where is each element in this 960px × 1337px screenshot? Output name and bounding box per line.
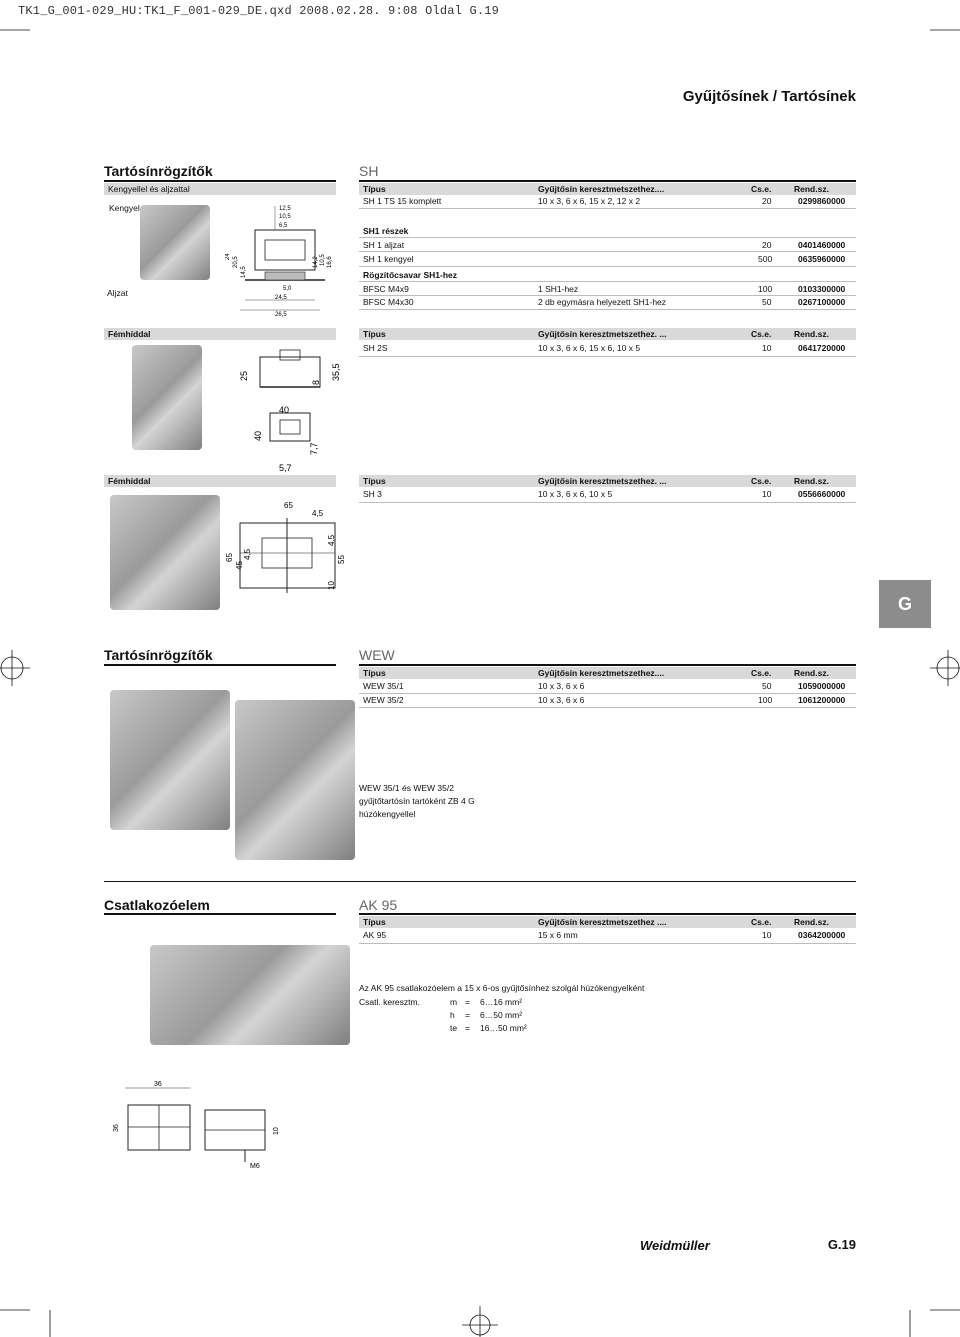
sh3-type: SH 3 [363,489,382,499]
row-divider [359,281,856,282]
sh2s-dim-40-top: 40 [279,405,290,415]
wew352-order: 1061200000 [798,695,846,705]
sh1-dim-14-2: 14,2 [313,256,319,268]
wew-note-line1: WEW 35/1 és WEW 35/2 [359,783,454,793]
section1-left-title: Tartósínrögzítők [104,163,213,179]
spec-row-m [450,996,570,1009]
spec-val-m: 6…16 mm² [480,997,523,1007]
spec-row-h [450,1009,570,1022]
row-divider [359,693,856,694]
label-aljzat: Aljzat [107,288,128,298]
section1-right-rule [359,180,856,182]
sh1-dim-12-5: 12,5 [279,206,291,212]
wew-product-photo-1 [110,690,230,830]
bfsc-m4x9-qty: 100 [758,284,773,294]
chapter-tab-g: G [879,580,931,628]
sh3-dim-45: 45 [235,561,244,570]
sh1-row1-size: 10 x 3, 6 x 6, 15 x 2, 12 x 2 [538,196,641,206]
sh3-dim-55: 55 [337,555,346,564]
wew351-order: 1059000000 [798,681,846,691]
sh1-product-photo [140,205,210,280]
sh2s-dim-40-left: 40 [253,430,263,441]
col-order: Rend.sz. [794,917,829,927]
section3-header-bar [359,475,856,487]
section3-left-bar: Fémhíddal [104,475,336,487]
ak95-dimension-drawing [110,1080,290,1170]
ak95-dim-36-left: 36 [113,1124,120,1132]
sh2s-type: SH 2S [363,343,388,353]
section5-left-rule [104,913,336,915]
sh1-dim-6-5: 6,5 [279,223,288,229]
wew352-type: WEW 35/2 [363,695,404,705]
sh3-size: 10 x 3, 6 x 6, 10 x 5 [538,489,613,499]
bfsc-m4x30-order: 0267100000 [798,297,846,307]
sh3-product-photo [110,495,220,610]
spec-val-h: 6…50 mm² [480,1010,523,1020]
page-title: Gyűjtősínek / Tartósínek [682,88,856,105]
wew-product-photo-2 [235,700,355,860]
sh1-row1-type: SH 1 TS 15 komplett [363,196,442,206]
sh1-aljzat-order: 0401460000 [798,240,846,250]
sh1-row1-order: 0299860000 [798,196,846,206]
col-order: Rend.sz. [794,184,829,194]
ak95-specs [450,996,570,1035]
col-qty: Cs.e. [751,329,772,339]
section1-left-rule [104,180,336,182]
section4-left-rule [104,664,336,666]
ak95-product-photo [150,945,350,1045]
sh1-row1-qty: 20 [762,196,772,206]
row-divider [359,208,856,209]
sh3-qty: 10 [762,489,772,499]
sh3-dim-4-5-right: 4,5 [327,534,336,546]
sh3-order: 0556660000 [798,489,846,499]
col-type: Típus [363,668,386,678]
row-divider [359,356,856,357]
spec-eq-h: = [465,1010,470,1020]
sh1-kengyel-order: 0635960000 [798,254,846,264]
bfsc-m4x30-qty: 50 [762,297,772,307]
sh3-dim-4-5-left: 4,5 [243,548,252,560]
wew352-size: 10 x 3, 6 x 6 [538,695,585,705]
bfsc-m4x9-type: BFSC M4x9 [363,284,409,294]
sh1-dim-16-6: 16,6 [327,256,333,268]
col-size: Gyűjtősín keresztmetszethez. ... [538,329,667,339]
row-divider [359,266,856,267]
brand-logo: Weidmüller [640,1238,710,1253]
col-type: Típus [363,329,386,339]
ak95-type: AK 95 [363,930,387,940]
row-divider [359,251,856,252]
wew351-type: WEW 35/1 [363,681,404,691]
bfsc-m4x30-size: 2 db egymásra helyezett SH1-hez [538,297,667,307]
section4-title: WEW [359,647,395,663]
ak95-qty: 10 [762,930,772,940]
sh3-dim-4-5-top: 4,5 [312,509,324,518]
col-order: Rend.sz. [794,668,829,678]
sh2s-dim-25: 25 [239,370,249,381]
col-qty: Cs.e. [751,476,772,486]
sh2s-order: 0641720000 [798,343,846,353]
section1-title: SH [359,163,379,179]
section5-left-title: Csatlakozóelem [104,897,210,913]
section5-header-bar [359,916,856,928]
section4-right-rule [359,664,856,666]
row-divider [359,309,856,310]
ak95-dim-36-top: 36 [154,1081,162,1088]
wew351-qty: 50 [762,681,772,691]
spec-val-te: 16…50 mm² [480,1023,527,1033]
section5-title: AK 95 [359,897,398,913]
file-header: TK1_G_001-029_HU:TK1_F_001-029_DE.qxd 2008.02.28. 9:08 Oldal G.19 [18,4,500,18]
row-divider [359,237,856,238]
wew352-qty: 100 [758,695,773,705]
col-order: Rend.sz. [794,329,829,339]
col-qty: Cs.e. [751,668,772,678]
sh2s-dimension-drawing [235,345,350,475]
sh1-dim-10-5-b: 10,5 [320,254,326,266]
ak95-dim-m6: M6 [250,1163,260,1170]
sh3-dim-65-left: 65 [225,553,234,562]
section1-left-bar: Kengyellel és aljzattal [104,183,336,195]
section1-header-bar [359,183,856,195]
sh3-dim-65-top: 65 [284,501,293,510]
sh1-group2: Rögzítőcsavar SH1-hez [363,270,457,280]
col-size: Gyűjtősín keresztmetszethez. ... [538,476,667,486]
ak95-dim-10: 10 [273,1127,280,1135]
col-type: Típus [363,476,386,486]
section4-header-bar [359,667,856,679]
page-number: G.19 [827,1237,856,1252]
sh2s-dim-5-7: 5,7 [279,463,292,473]
sh3-dim-10: 10 [327,581,336,590]
col-qty: Cs.e. [751,917,772,927]
sh1-dim-20-5: 20,5 [233,256,239,268]
row-divider [359,502,856,503]
wew-note-line2: gyűjtőtartósín tartóként ZB 4 G [359,796,475,806]
row-divider [359,707,856,708]
col-size: Gyűjtősín keresztmetszethez.... [538,668,665,678]
sh3-dimension-drawing [222,498,352,598]
sh1-dim-14-5: 14,5 [241,266,247,278]
sh1-dim-5-0: 5,0 [283,286,292,292]
sh1-dim-24-5: 24,5 [275,295,287,301]
col-size: Gyűjtősín keresztmetszethez.... [538,184,665,194]
spec-row-te [450,1022,570,1035]
section5-top-rule [104,881,856,882]
sh2s-dim-35-5: 35,5 [331,363,341,381]
row-divider [359,295,856,296]
label-kengyel: Kengyel [109,203,140,213]
col-qty: Cs.e. [751,184,772,194]
sh1-aljzat-qty: 20 [762,240,772,250]
wew-note-line3: húzókengyellel [359,809,416,819]
sh1-dim-24: 24 [225,253,231,260]
spec-eq-te: = [465,1023,470,1033]
section2-left-bar: Fémhíddal [104,328,336,340]
sh2s-size: 10 x 3, 6 x 6, 15 x 6, 10 x 5 [538,343,641,353]
col-size: Gyűjtősín keresztmetszethez .... [538,917,667,927]
sh1-kengyel-type: SH 1 kengyel [363,254,414,264]
ak95-csatl-label: Csatl. keresztm. [359,997,420,1007]
sh2s-dim-7-7: 7,7 [309,442,319,455]
sh1-group1: SH1 részek [363,226,409,236]
spec-eq-m: = [465,997,470,1007]
section4-left-title: Tartósínrögzítők [104,647,213,663]
sh1-aljzat-type: SH 1 aljzat [363,240,405,250]
sh1-dimension-drawing [225,200,335,318]
ak95-size: 15 x 6 mm [538,930,578,940]
sh1-dim-26-5: 26,5 [275,312,287,318]
sh2s-dim-8: 8 [311,379,321,385]
sh1-kengyel-qty: 500 [758,254,773,264]
sh2s-product-photo [132,345,202,450]
spec-key-te: te [450,1023,458,1033]
col-order: Rend.sz. [794,476,829,486]
spec-key-m: m [450,997,458,1007]
row-divider [359,943,856,944]
ak95-note: Az AK 95 csatlakozóelem a 15 x 6-os gyűjtősínhez szolgál húzókengyelként [359,983,645,993]
sh2s-qty: 10 [762,343,772,353]
col-type: Típus [363,917,386,927]
section5-right-rule [359,913,856,915]
sh1-dim-10-5: 10,5 [279,214,291,220]
wew-note [359,782,475,821]
bfsc-m4x9-order: 0103300000 [798,284,846,294]
spec-key-h: h [450,1010,455,1020]
wew351-size: 10 x 3, 6 x 6 [538,681,585,691]
section2-header-bar [359,328,856,340]
bfsc-m4x9-size: 1 SH1-hez [538,284,579,294]
col-type: Típus [363,184,386,194]
ak95-order: 0364200000 [798,930,846,940]
bfsc-m4x30-type: BFSC M4x30 [363,297,414,307]
